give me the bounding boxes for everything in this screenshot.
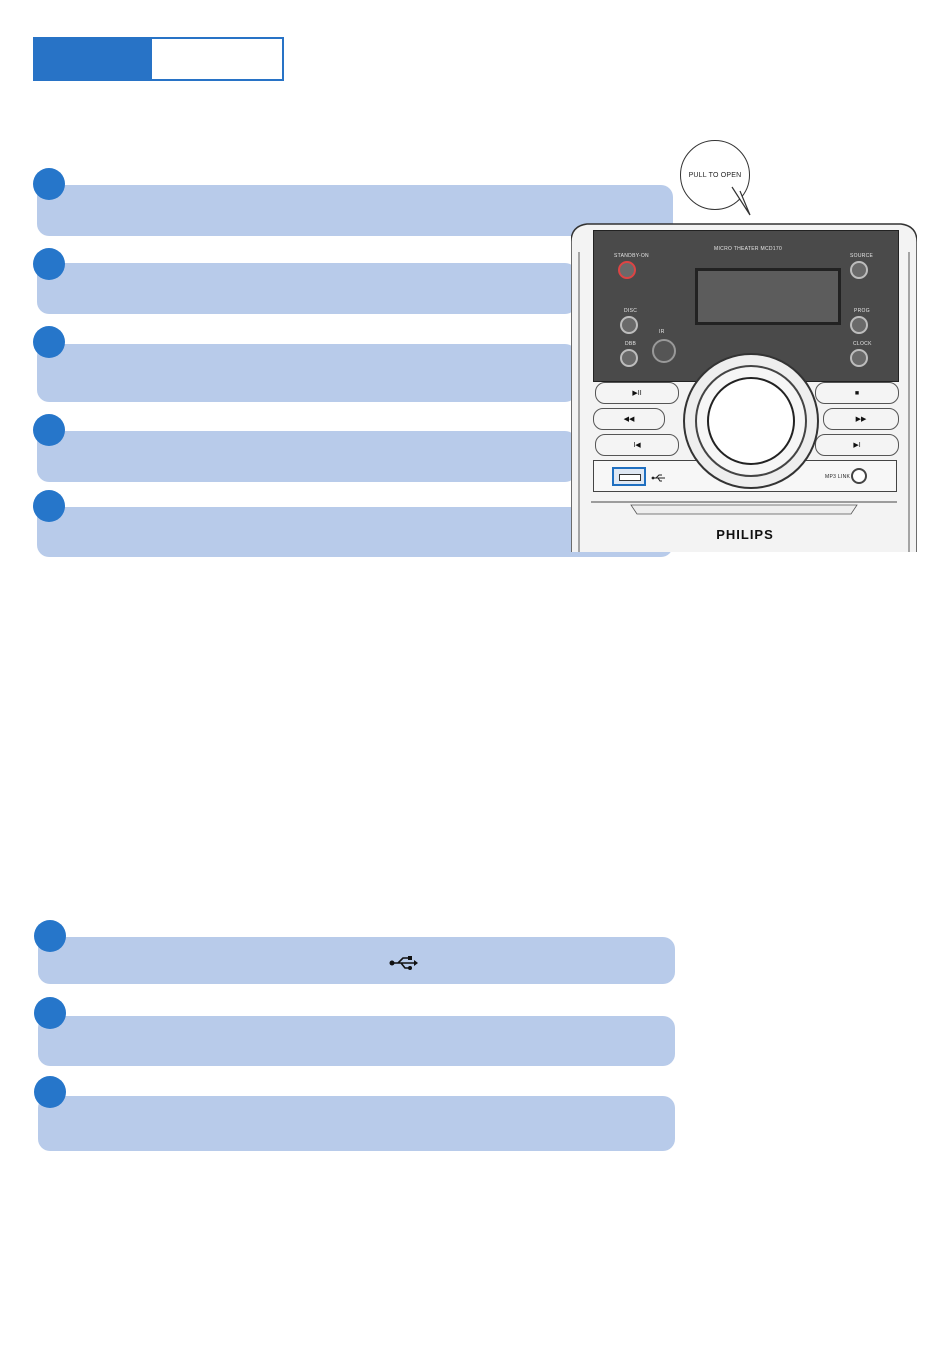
source-label: SOURCE xyxy=(850,253,874,259)
forward-button[interactable] xyxy=(823,408,899,430)
next-button[interactable] xyxy=(815,434,899,456)
usb-step-bar-2 xyxy=(38,1016,675,1066)
step-number-5 xyxy=(33,490,65,522)
usb-icon xyxy=(389,955,419,971)
forward-icon: ▶▶ xyxy=(855,416,867,423)
step-bar-4 xyxy=(37,431,577,482)
step-bar-3 xyxy=(37,344,577,402)
step-number-2 xyxy=(33,248,65,280)
usb-step-bar-3 xyxy=(38,1096,675,1151)
previous-button[interactable] xyxy=(595,434,679,456)
model-label: MICRO THEATER MCD170 xyxy=(714,246,783,252)
usb-step-number-3 xyxy=(34,1076,66,1108)
volume-dial-ring xyxy=(695,365,807,477)
clock-button[interactable] xyxy=(850,349,868,367)
rewind-button[interactable] xyxy=(593,408,665,430)
play-pause-button[interactable] xyxy=(595,382,679,404)
usb-step-number-2 xyxy=(34,997,66,1029)
stop-button[interactable] xyxy=(815,382,899,404)
disc-label: DISC xyxy=(624,308,638,314)
ir-label: IR xyxy=(659,329,665,335)
section-tab-fill xyxy=(35,39,152,79)
standby-button[interactable] xyxy=(618,261,636,279)
dbb-button[interactable] xyxy=(620,349,638,367)
usb-step-bar-1 xyxy=(38,937,675,984)
clock-label: CLOCK xyxy=(853,341,872,347)
previous-icon: I◀ xyxy=(633,442,641,449)
dbb-label: DBB xyxy=(625,341,637,347)
step-number-3 xyxy=(33,326,65,358)
step-bar-2 xyxy=(37,263,577,314)
prog-label: PROG xyxy=(854,308,870,314)
source-button[interactable] xyxy=(850,261,868,279)
step-number-1 xyxy=(33,168,65,200)
usb-symbol-icon xyxy=(651,473,667,483)
rewind-icon: ◀◀ xyxy=(623,416,635,423)
display-screen xyxy=(695,268,841,325)
next-icon: ▶I xyxy=(853,442,861,449)
ir-sensor-icon xyxy=(652,339,676,363)
play-pause-icon: ▶II xyxy=(632,390,642,397)
standby-label: STANDBY-ON xyxy=(614,253,649,259)
callout-text: PULL TO OPEN xyxy=(688,171,742,179)
section-tab xyxy=(33,37,284,81)
mp3-link-label: MP3 LINK xyxy=(825,474,851,480)
usb-port[interactable] xyxy=(612,467,646,486)
volume-dial[interactable] xyxy=(683,353,819,489)
disc-button[interactable] xyxy=(620,316,638,334)
usb-step-number-1 xyxy=(34,920,66,952)
volume-dial-center xyxy=(707,377,795,465)
brand-logo: PHILIPS xyxy=(716,527,774,542)
step-number-4 xyxy=(33,414,65,446)
prog-button[interactable] xyxy=(850,316,868,334)
stop-icon: ■ xyxy=(854,389,860,397)
mp3-link-jack-icon[interactable] xyxy=(851,468,867,484)
